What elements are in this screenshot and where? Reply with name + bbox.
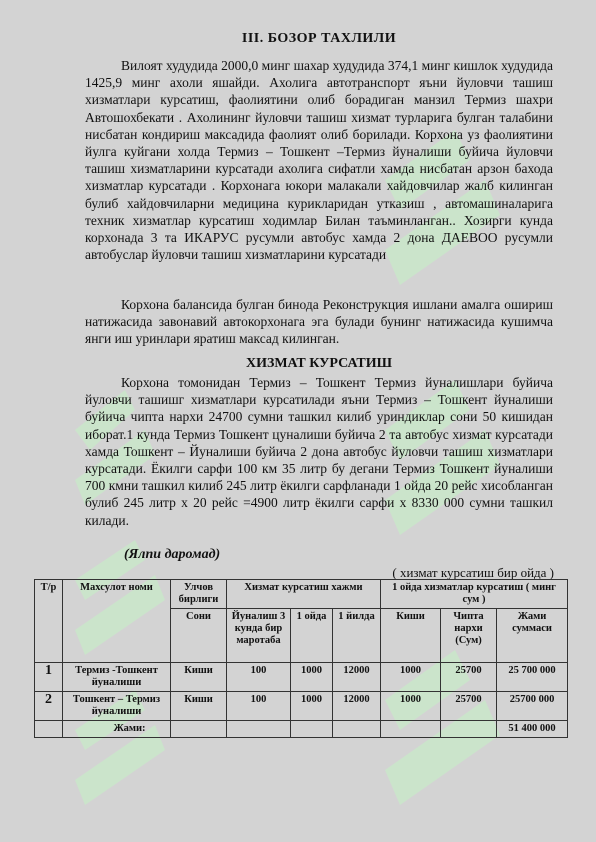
row-number: 2 xyxy=(35,692,63,721)
footer-empty-cell xyxy=(227,721,291,738)
footer-empty-cell xyxy=(333,721,381,738)
row-trip: 100 xyxy=(227,663,291,692)
unit-note: ( хизмат курсатиш бир ойда ) xyxy=(392,565,554,580)
table-row xyxy=(35,663,568,692)
paragraph-market-analysis: Вилоят худудида 2000,0 минг шахар худудида 374,1 минг кишлок худудида 1425,9 минг ахоли яшайди. Ахолига автотранспорт яъни йуловчи ташиш хизматлари курсатиш, фаолиятини олиб борадиган манзил Термиз шахри Автошохбекати . Ахолининг йуловчи ташиш хизмат турларига булган талабини нисбатан кондириш максадида фаолият олиб борилади. Корхона уз фаолиятини йулга куйгани холда Термиз – Тошкент –Термиз йуналиши буйича йуловчи ташиш хизматларини курсатади ахолига сифатли хамда нисбатан арзон бахода хизматлар курсатади . Корхонага юкори малакали хайдовчилар жалб килинган булиб хайдовчиларни медицина курикларидан утказиш , автомашиналарига техник хизматлар курсатиш ходимлар Билан таъминланган.. Хозирги кунда корхонада 3 та ИКАРУС русумли автобус хамда 2 дона ДАЕВОО русумли автобуслар йуловчи ташиш хизматларини курсатади xyxy=(85,58,553,263)
header-total: Жами суммаси xyxy=(497,609,568,663)
row-month: 1000 xyxy=(291,663,333,692)
gross-income-label: (Ялпи даромад) xyxy=(124,547,221,562)
table-row xyxy=(35,692,568,721)
row-unit: Киши xyxy=(171,663,227,692)
service-heading: ХИЗМАТ КУРСАТИШ xyxy=(245,356,393,371)
row-person: 1000 xyxy=(381,692,441,721)
header-price: Чипта нархи (Сум) xyxy=(441,609,497,663)
row-price: 25700 xyxy=(441,663,497,692)
header-volume: Хизмат курсатиш хажми xyxy=(227,580,381,609)
row-year: 12000 xyxy=(333,663,381,692)
footer-total: 51 400 000 xyxy=(497,721,568,738)
row-name: Тошкент – Термиз йуналиши xyxy=(63,692,171,721)
header-tr: Т/р xyxy=(35,580,63,663)
header-product: Махсулот номи xyxy=(63,580,171,663)
section-title: III. БОЗОР ТАХЛИЛИ xyxy=(241,31,397,46)
row-unit: Киши xyxy=(171,692,227,721)
footer-empty-cell xyxy=(171,721,227,738)
footer-label: Жами: xyxy=(63,721,171,738)
row-person: 1000 xyxy=(381,663,441,692)
header-month: 1 ойда xyxy=(291,609,333,663)
table-footer-row xyxy=(35,721,568,738)
header-unit: Улчов бирлиги xyxy=(171,580,227,609)
revenue-table xyxy=(34,579,568,738)
header-person: Киши xyxy=(381,609,441,663)
footer-empty-cell xyxy=(35,721,63,738)
header-year: 1 йилда xyxy=(333,609,381,663)
row-price: 25700 xyxy=(441,692,497,721)
table-header-row xyxy=(35,580,568,609)
footer-empty-cell xyxy=(441,721,497,738)
row-total: 25 700 000 xyxy=(497,663,568,692)
header-count: Сони xyxy=(171,609,227,663)
row-year: 12000 xyxy=(333,692,381,721)
footer-empty-cell xyxy=(291,721,333,738)
row-trip: 100 xyxy=(227,692,291,721)
paragraph-service: Корхона томонидан Термиз – Тошкент Термиз йуналишлари буйича йуловчи ташишг хизматлари курсатилади яъни Термиз – Тошкент йуналиши буйича чипта нархи 24700 сумни ташкил килиб уриндиклар сони 50 кишидан иборат.1 кунда Термиз Тошкент цуналиши буйича 2 та автобус хизмат курсатади хамда Тошкент – Йуналиши буйича 2 дона автобус йуловчи ташиш хизматлари курсатади. Ёкилги сарфи 100 км 35 литр бу дегани Термиз Тошкент йуналиши 700 кмни ташкил килиб 245 литр ёкилги сарфланади 1 ойда 20 рейс хисобланган булиб 245 литр х 20 рейс =4900 литр ёкилги сарфи х 8330 000 сумни ташкил килади. xyxy=(85,375,553,528)
header-per-trip: Йуналиш 3 кунда бир маротаба xyxy=(227,609,291,663)
row-number: 1 xyxy=(35,663,63,692)
header-monthly: 1 ойда хизматлар курсатиш ( минг сум ) xyxy=(381,580,568,609)
row-total: 25700 000 xyxy=(497,692,568,721)
footer-empty-cell xyxy=(381,721,441,738)
row-name: Термиз -Тошкент йуналиши xyxy=(63,663,171,692)
row-month: 1000 xyxy=(291,692,333,721)
paragraph-reconstruction: Корхона балансида булган бинода Реконструкция ишлани амалга ошириш натижасида завонавий автокорхонага эга булади бунинг натижасида кушимча янги иш уринлари яратиш максад килинган. xyxy=(85,297,553,347)
